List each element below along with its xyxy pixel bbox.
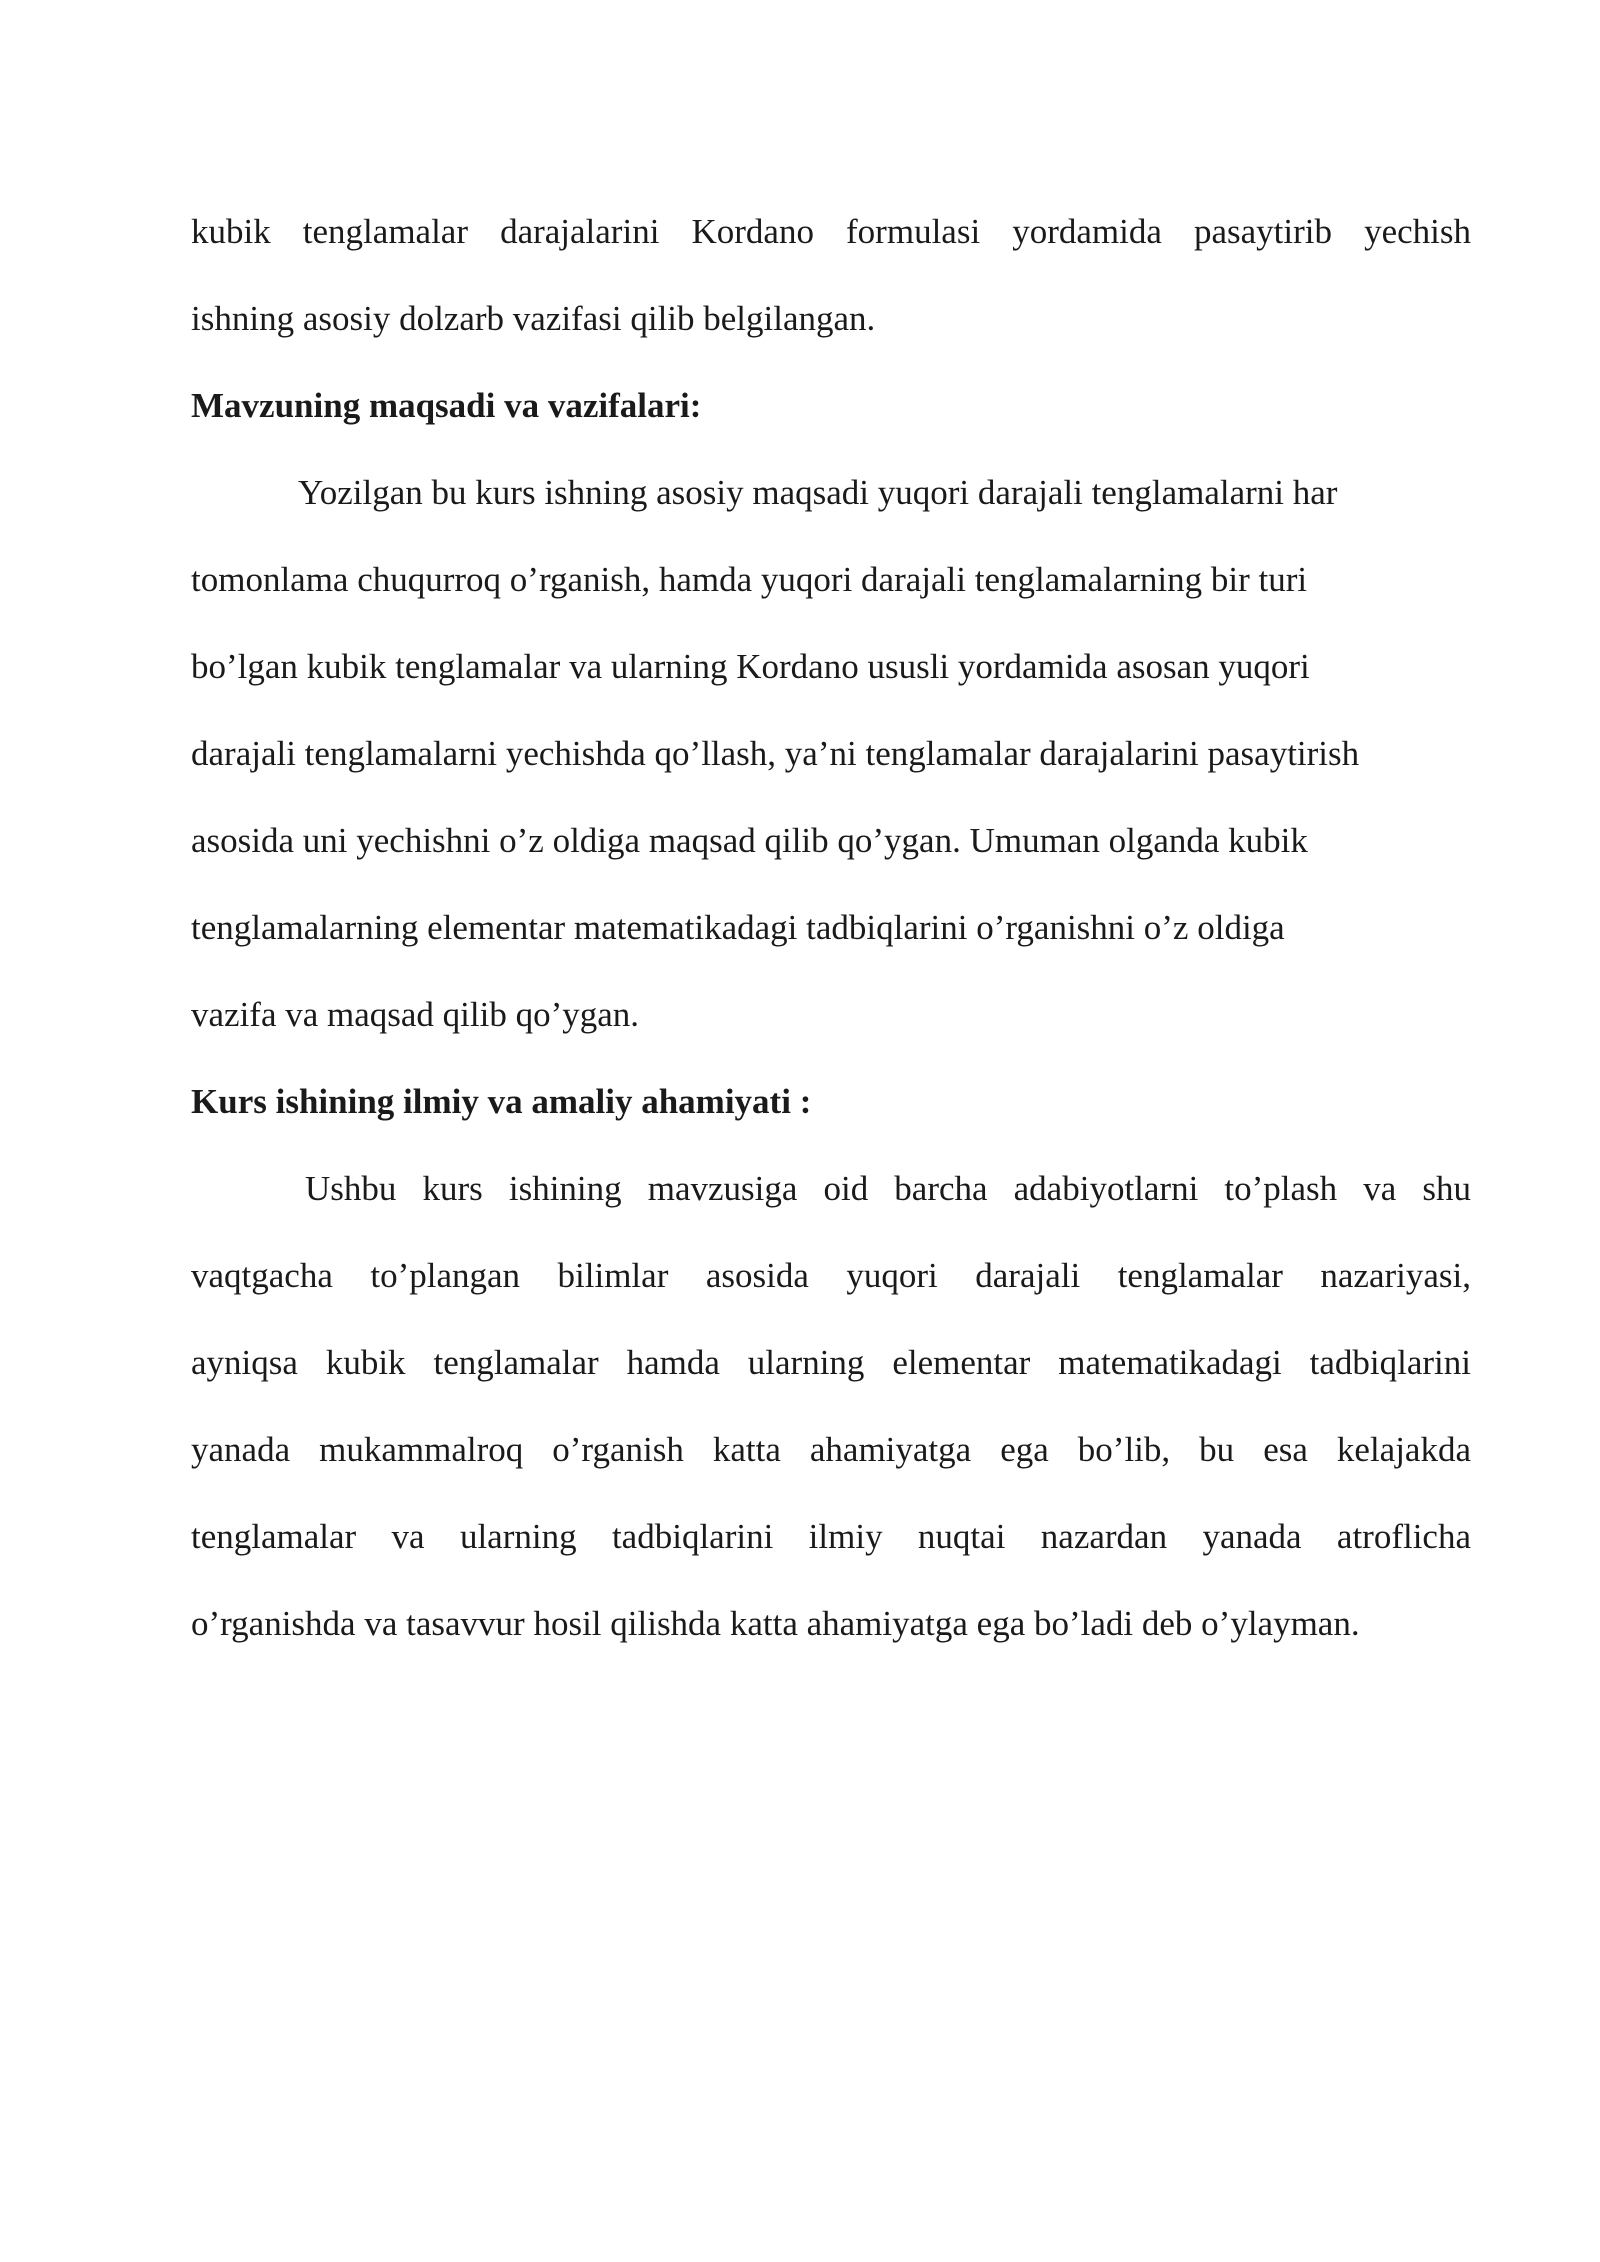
goals-paragraph [191,449,1471,1058]
intro-paragraph [191,188,1471,362]
paragraph-line: tomonlama chuqurroq o’rganish, hamda yuqori darajali tenglamalarning bir turi [191,560,1308,599]
paragraph-line: asosida uni yechishni o’z oldiga maqsad qilib qo’ygan. Umuman olganda kubik [191,821,1308,860]
paragraph-line: Ushbu kurs ishining mavzusiga oid barcha adabiyotlarni to’plash va shu [305,1169,1471,1208]
paragraph-line: tenglamalarning elementar matematikadagi tadbiqlarini o’rganishni o’z oldiga [191,908,1285,947]
paragraph-line: Yozilgan bu kurs ishning asosiy maqsadi yuqori darajali tenglamalarni har [298,473,1338,512]
paragraph-line: vazifa va maqsad qilib qo’ygan. [191,995,640,1034]
paragraph-line: darajali tenglamalarni yechishda qo’llash, ya’ni tenglamalar darajalarini pasaytirish [191,734,1360,773]
paragraph-line: o’rganishda va tasavvur hosil qilishda katta ahamiyatga ega bo’ladi deb o’ylayman. [191,1604,1360,1643]
section-heading-goals: Mavzuning maqsadi va vazifalari: [191,386,702,425]
paragraph-line: tenglamalar va ularning tadbiqlarini ilmiy nuqtai nazardan yanada atroflicha [191,1517,1471,1556]
section-heading-significance: Kurs ishining ilmiy va amaliy ahamiyati : [191,1082,812,1121]
document-body [191,188,1471,1667]
paragraph-line: ayniqsa kubik tenglamalar hamda ularning elementar matematikadagi tadbiqlarini [191,1343,1471,1382]
paragraph-line: yanada mukammalroq o’rganish katta ahamiyatga ega bo’lib, bu esa kelajakda [191,1430,1471,1469]
paragraph-line: ishning asosiy dolzarb vazifasi qilib belgilangan. [191,299,876,338]
paragraph-line: bo’lgan kubik tenglamalar va ularning Kordano ususli yordamida asosan yuqori [191,647,1310,686]
paragraph-line: kubik tenglamalar darajalarini Kordano formulasi yordamida pasaytirib yechish [191,212,1471,251]
significance-paragraph [191,1145,1471,1667]
paragraph-line: vaqtgacha to’plangan bilimlar asosida yuqori darajali tenglamalar nazariyasi, [191,1256,1471,1295]
